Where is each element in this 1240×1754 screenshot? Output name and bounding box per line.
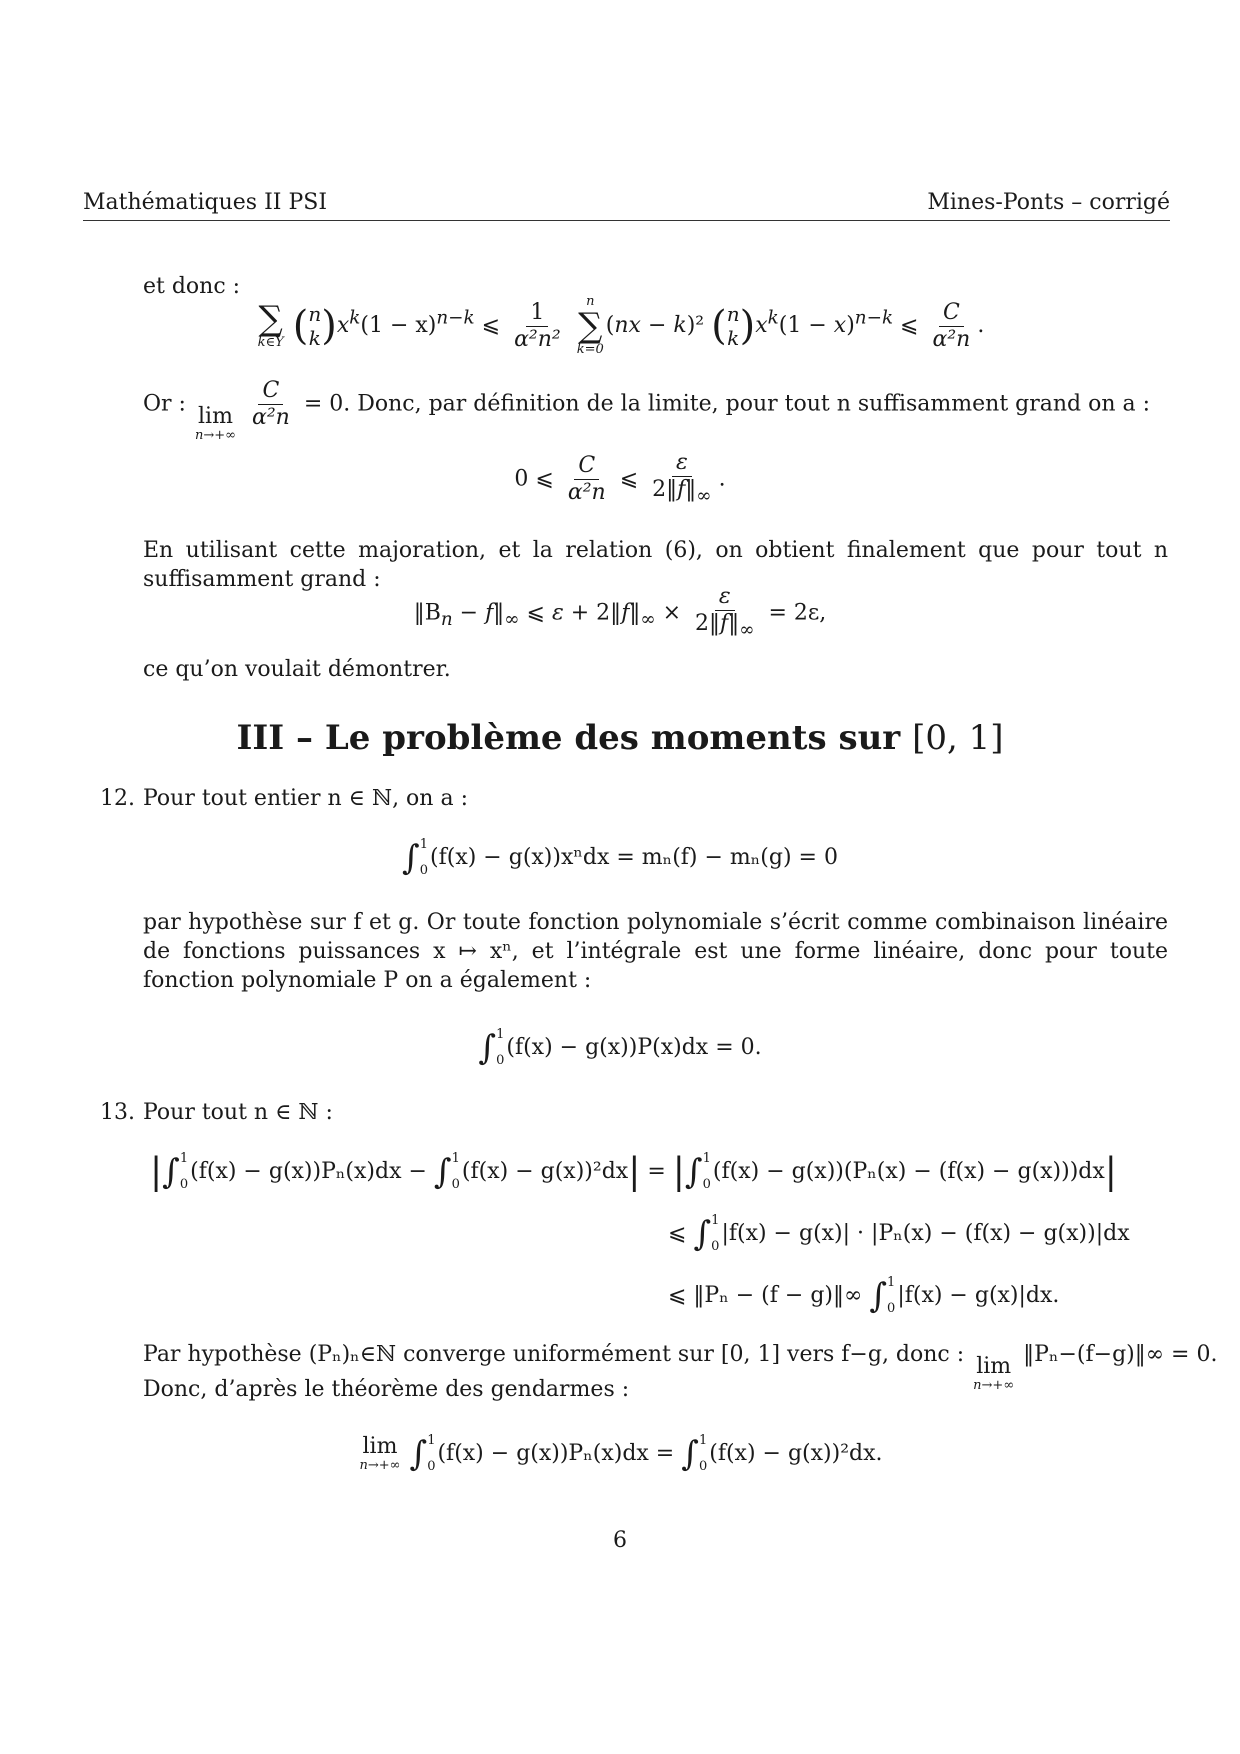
question-12-intro: Pour tout entier n ∈ ℕ, on a : xyxy=(143,786,468,811)
header-left: Mathématiques II PSI xyxy=(83,190,328,215)
or-line: Or : lim n→+∞ $\frac{C}{\text{α²n}}$ = 0. Donc, par définition de la limite, pour tout n suffisamment grand on a : xyxy=(143,378,1151,443)
equation-sum-bound: ∑ k∈Y ( n k )$x^k(1 - x)^{n-k}$ ⩽ $\frac{1}{\text{α²n²}}$ n ∑ k=0 (nx − k)² ( n k )$x^k(1 - x)^{n-k}$ ⩽ $\frac{C}{\text{α²n}}$ . xyxy=(257,294,985,357)
equation-final-norm: $‖B_n$ − $f‖_\infty$ ⩽ $\varepsilon + 2‖f‖_\infty$ × $\frac{\varepsilon}{2‖f‖_\infty}$ = 2ε, xyxy=(413,584,827,641)
equation-epsilon-bound: 0 ⩽ $\frac{C}{\text{α²n}}$ ⩽ $\frac{\varepsilon}{2‖f‖_\infty}$ . xyxy=(514,450,726,507)
question-13-number: 13. xyxy=(100,1100,135,1125)
section-title: III – Le problème des moments sur [0, 1] xyxy=(236,718,1004,758)
equation-13-row-2: ⩽ ∫ 1 0 |f(x) − g(x)| · |Pₙ(x) − (f(x) − g(x))|dx xyxy=(668,1213,1130,1254)
equation-gendarmes: lim n→+∞ ∫ 1 0 (f(x) − g(x))Pₙ(x)dx = ∫ 1 0 (f(x) − g(x))²dx. xyxy=(359,1433,883,1474)
equation-polynomial: ∫ 1 0 (f(x) − g(x))P(x)dx = 0. xyxy=(478,1027,762,1068)
et-donc-text: et donc : xyxy=(143,274,241,299)
header-rule xyxy=(83,220,1170,221)
equation-moments: ∫ 1 0 (f(x) − g(x))xⁿdx = mₙ(f) − mₙ(g) = 0 xyxy=(402,837,838,878)
question-13-paragraph-1: Par hypothèse (Pₙ)ₙ∈ℕ converge uniformément sur [0, 1] vers f−g, donc : lim n→+∞ ‖Pₙ−(f−g)‖∞ = 0. xyxy=(143,1342,1218,1393)
page-number: 6 xyxy=(613,1528,627,1553)
question-13-paragraph-2: Donc, d’après le théorème des gendarmes : xyxy=(143,1377,630,1402)
question-13-intro: Pour tout n ∈ ℕ : xyxy=(143,1100,333,1125)
question-12-number: 12. xyxy=(100,786,135,811)
utilisant-paragraph: En utilisant cette majoration, et la relation (6), on obtient finalement que pour tout n suffisamment grand : xyxy=(143,538,1168,592)
question-12-paragraph: par hypothèse sur f et g. Or toute fonction polynomiale s’écrit comme combinaison linéaire de fonctions puissances x ↦ xⁿ, et l’intégrale est une forme linéaire, donc pour toute fonction polynomiale P on a également : xyxy=(143,910,1168,993)
equation-13-row-3: ⩽ ‖Pₙ − (f − g)‖∞ ∫ 1 0 |f(x) − g(x)|dx. xyxy=(668,1275,1060,1316)
header-right: Mines-Ponts – corrigé xyxy=(927,190,1170,215)
conclusion-text: ce qu’on voulait démontrer. xyxy=(143,657,451,682)
equation-13-row-1: |∫ 1 0 (f(x) − g(x))Pₙ(x)dx − ∫ 1 0 (f(x) − g(x))²dx| = |∫ 1 0 (f(x) − g(x))(Pₙ(x) − (f(x) − g(x)))dx| xyxy=(150,1151,1117,1193)
